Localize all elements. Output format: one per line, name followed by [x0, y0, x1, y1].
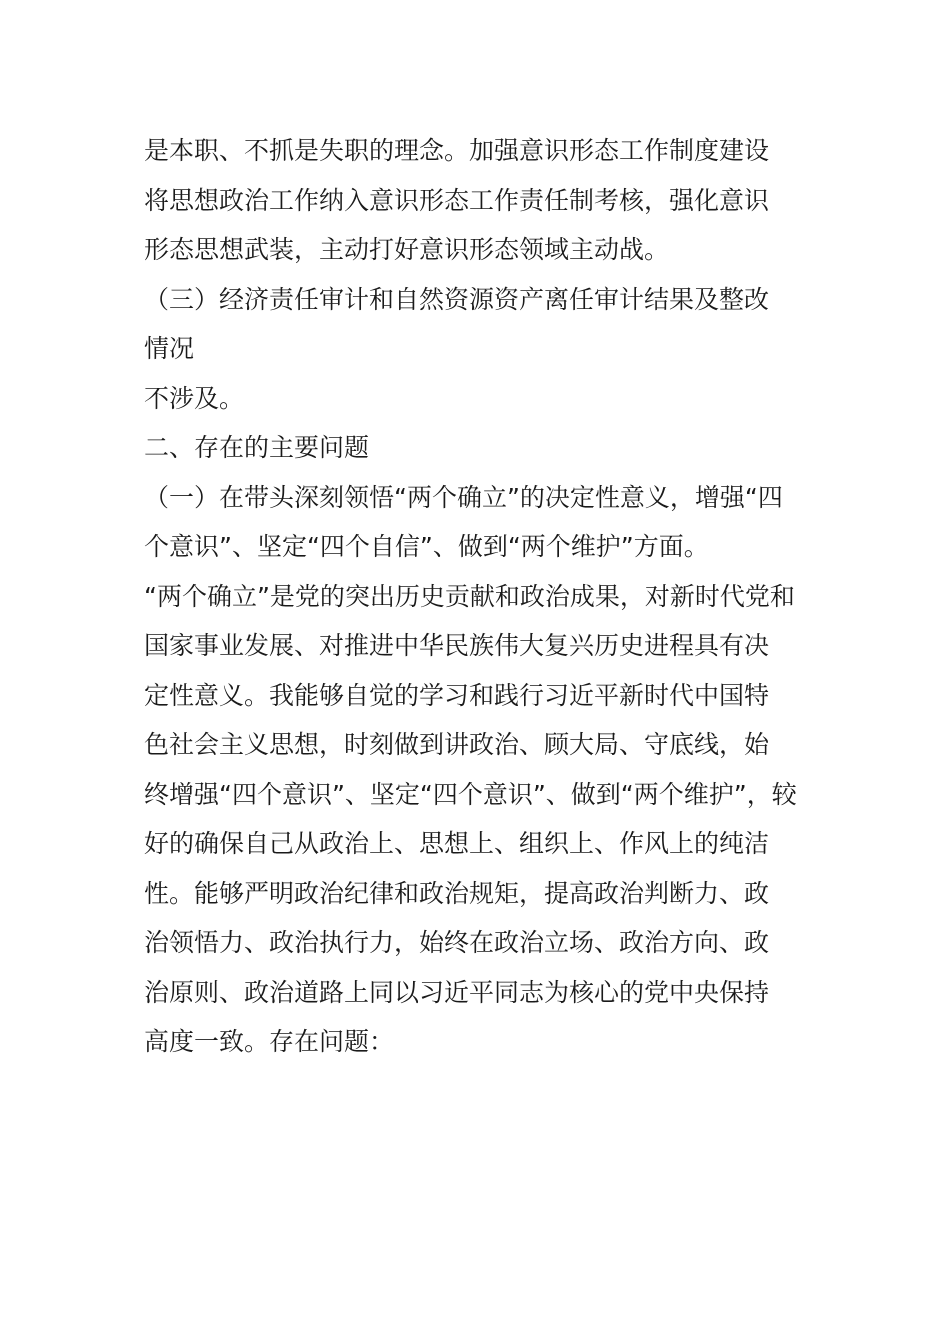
- text-line: 好的确保自己从政治上、思想上、组织上、作风上的纯洁: [144, 829, 770, 858]
- text-line: 不涉及。: [144, 383, 245, 413]
- document-body: [144, 126, 814, 1067]
- text-line: 是本职、不抓是失职的理念。加强意识形态工作制度建设: [144, 136, 770, 165]
- section-heading-line: （一）在带头深刻领悟“两个确立”的决定性意义，增强“四: [144, 482, 783, 512]
- text-line: 治原则、政治道路上同以习近平同志为核心的党中央保持: [144, 977, 770, 1007]
- text-line: 性。能够严明政治纪律和政治规矩，提高政治判断力、政: [144, 878, 770, 908]
- text-line: 终增强“四个意识”、坚定“四个意识”、做到“两个维护”，较: [144, 779, 797, 809]
- text-line: 国家事业发展、对推进中华民族伟大复兴历史进程具有决: [144, 631, 770, 660]
- text-line: 将思想政治工作纳入意识形态工作责任制考核，强化意识: [144, 185, 770, 215]
- text-line: 治领悟力、政治执行力，始终在政治立场、政治方向、政: [144, 928, 770, 957]
- chapter-heading: 二、存在的主要问题: [144, 433, 370, 462]
- text-line: 色社会主义思想，时刻做到讲政治、顾大局、守底线，始: [144, 730, 770, 759]
- section-heading-line: 个意识”、坚定“四个自信”、做到“两个维护”方面。: [144, 532, 709, 561]
- text-line: “两个确立”是党的突出历史贡献和政治成果，对新时代党和: [144, 581, 795, 611]
- text-line: 定性意义。我能够自觉的学习和践行习近平新时代中国特: [144, 680, 770, 710]
- text-line: 高度一致。存在问题：: [144, 1027, 395, 1056]
- section-heading-line: 情况: [144, 334, 195, 363]
- text-line: 形态思想武装，主动打好意识形态领域主动战。: [144, 235, 670, 264]
- section-heading-line: （三）经济责任审计和自然资源资产离任审计结果及整改: [144, 284, 770, 314]
